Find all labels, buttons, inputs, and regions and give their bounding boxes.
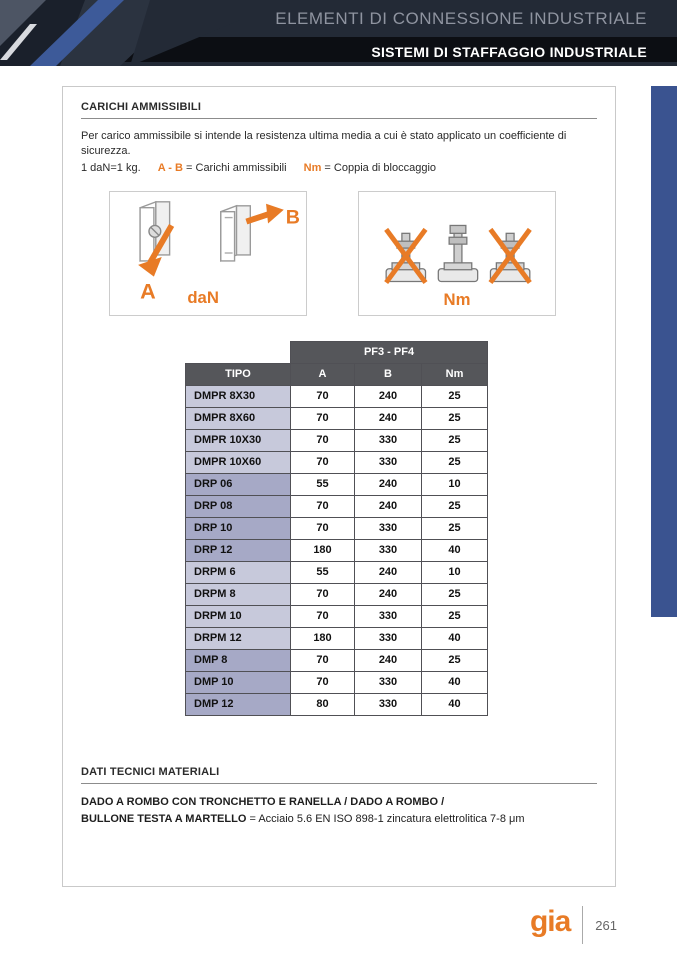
cell-nm: 25 bbox=[422, 495, 488, 517]
cell-nm: 10 bbox=[422, 473, 488, 495]
loads-paragraph: Per carico ammissibile si intende la resistenza ultima media a cui è stato applicato un coefficiente di sicurezza. bbox=[81, 130, 567, 158]
cell-b: 240 bbox=[355, 649, 422, 671]
cell-a: 70 bbox=[291, 605, 355, 627]
fasteners-illustration bbox=[359, 192, 555, 315]
col-header-a: A bbox=[291, 363, 355, 385]
cell-nm: 25 bbox=[422, 451, 488, 473]
cell-tipo: DMPR 8X60 bbox=[186, 407, 291, 429]
cell-a: 70 bbox=[291, 495, 355, 517]
cell-b: 330 bbox=[355, 429, 422, 451]
cell-b: 240 bbox=[355, 407, 422, 429]
cell-nm: 25 bbox=[422, 429, 488, 451]
cell-nm: 40 bbox=[422, 671, 488, 693]
cell-b: 330 bbox=[355, 627, 422, 649]
cell-nm: 25 bbox=[422, 583, 488, 605]
table-row bbox=[186, 407, 488, 429]
cell-b: 330 bbox=[355, 605, 422, 627]
loads-legend bbox=[81, 162, 597, 174]
cell-a: 55 bbox=[291, 561, 355, 583]
load-table bbox=[185, 341, 488, 716]
cell-tipo: DRP 08 bbox=[186, 495, 291, 517]
cell-nm: 40 bbox=[422, 693, 488, 715]
footer-divider bbox=[582, 906, 583, 944]
strut-channel-illustration bbox=[110, 192, 306, 315]
cell-tipo: DRP 10 bbox=[186, 517, 291, 539]
col-header-nm: Nm bbox=[422, 363, 488, 385]
cell-b: 330 bbox=[355, 671, 422, 693]
section-rule bbox=[81, 118, 597, 119]
cell-a: 180 bbox=[291, 539, 355, 561]
cell-a: 70 bbox=[291, 671, 355, 693]
cell-nm: 10 bbox=[422, 561, 488, 583]
cell-tipo: DRP 12 bbox=[186, 539, 291, 561]
figures-row bbox=[109, 191, 597, 316]
cell-a: 70 bbox=[291, 517, 355, 539]
cell-tipo: DMP 10 bbox=[186, 671, 291, 693]
figure-torque bbox=[358, 191, 556, 316]
page-footer bbox=[530, 906, 617, 944]
section-heading-carichi: CARICHI AMMISSIBILI bbox=[81, 101, 202, 113]
cell-nm: 40 bbox=[422, 627, 488, 649]
side-accent-bar bbox=[651, 86, 677, 617]
table-row bbox=[186, 671, 488, 693]
legend-nm: Nm bbox=[303, 161, 322, 174]
page-title: ELEMENTI DI CONNESSIONE INDUSTRIALE bbox=[275, 9, 647, 28]
materials-text bbox=[81, 794, 597, 828]
cell-tipo: DMPR 8X30 bbox=[186, 385, 291, 407]
cell-nm: 25 bbox=[422, 605, 488, 627]
table-span-header: PF3 - PF4 bbox=[291, 341, 488, 363]
legend-ab-desc: = Carichi ammissibili bbox=[186, 161, 287, 174]
cell-b: 240 bbox=[355, 495, 422, 517]
table-row bbox=[186, 561, 488, 583]
cell-a: 70 bbox=[291, 649, 355, 671]
cell-b: 240 bbox=[355, 385, 422, 407]
section-rule bbox=[81, 783, 597, 784]
content-box bbox=[62, 86, 616, 887]
cell-b: 330 bbox=[355, 693, 422, 715]
table-header-row bbox=[186, 363, 488, 385]
table-span-row bbox=[186, 341, 488, 363]
cell-tipo: DMPR 10X30 bbox=[186, 429, 291, 451]
cell-b: 240 bbox=[355, 561, 422, 583]
materials-normal-line2: = Acciaio 5.6 EN ISO 898-1 zincatura elettrolitica 7-8 μm bbox=[249, 812, 525, 825]
table-row bbox=[186, 649, 488, 671]
materials-bold-line1: DADO A ROMBO CON TRONCHETTO E RANELLA / DADO A ROMBO / bbox=[81, 795, 445, 808]
cell-tipo: DRPM 10 bbox=[186, 605, 291, 627]
cell-tipo: DMP 12 bbox=[186, 693, 291, 715]
figure-label-b: B bbox=[285, 206, 300, 229]
table-row bbox=[186, 605, 488, 627]
cell-nm: 25 bbox=[422, 517, 488, 539]
table-row bbox=[186, 627, 488, 649]
table-row bbox=[186, 693, 488, 715]
cell-b: 330 bbox=[355, 517, 422, 539]
col-header-b: B bbox=[355, 363, 422, 385]
legend-nm-desc: = Coppia di bloccaggio bbox=[324, 161, 437, 174]
table-row bbox=[186, 451, 488, 473]
cell-b: 330 bbox=[355, 539, 422, 561]
table-row bbox=[186, 385, 488, 407]
legend-prefix: 1 daN=1 kg. bbox=[81, 161, 141, 174]
table-row bbox=[186, 495, 488, 517]
page-subtitle: SISTEMI DI STAFFAGGIO INDUSTRIALE bbox=[371, 44, 647, 60]
table-row bbox=[186, 429, 488, 451]
table-row bbox=[186, 583, 488, 605]
cell-tipo: DRP 06 bbox=[186, 473, 291, 495]
cell-a: 70 bbox=[291, 407, 355, 429]
page-number: 261 bbox=[595, 917, 617, 933]
page-header bbox=[0, 0, 677, 66]
col-header-tipo: TIPO bbox=[186, 363, 291, 385]
table-body bbox=[186, 385, 488, 715]
load-arrow-b-icon bbox=[246, 204, 283, 224]
section-materials bbox=[81, 766, 597, 828]
cell-a: 70 bbox=[291, 583, 355, 605]
cell-nm: 25 bbox=[422, 407, 488, 429]
cell-tipo: DMP 8 bbox=[186, 649, 291, 671]
fastener-base-icon bbox=[438, 269, 477, 282]
section-heading-dati: DATI TECNICI MATERIALI bbox=[81, 765, 220, 778]
legend-ab: A - B bbox=[157, 161, 183, 174]
cell-a: 70 bbox=[291, 429, 355, 451]
cell-tipo: DRPM 12 bbox=[186, 627, 291, 649]
channel-strut-icon-2 bbox=[221, 206, 251, 261]
table-row bbox=[186, 517, 488, 539]
cell-tipo: DMPR 10X60 bbox=[186, 451, 291, 473]
cell-nm: 25 bbox=[422, 385, 488, 407]
table-row bbox=[186, 473, 488, 495]
cell-tipo: DRPM 6 bbox=[186, 561, 291, 583]
cell-nm: 25 bbox=[422, 649, 488, 671]
cell-b: 240 bbox=[355, 473, 422, 495]
brand-logo: gia bbox=[529, 905, 571, 938]
cell-a: 55 bbox=[291, 473, 355, 495]
materials-bold-line2: BULLONE TESTA A MARTELLO bbox=[81, 812, 247, 825]
header-geometric-decoration bbox=[0, 0, 240, 66]
cell-b: 330 bbox=[355, 451, 422, 473]
cell-a: 180 bbox=[291, 627, 355, 649]
cell-tipo: DRPM 8 bbox=[186, 583, 291, 605]
cell-b: 240 bbox=[355, 583, 422, 605]
table-row bbox=[186, 539, 488, 561]
figure-caption-nm: Nm bbox=[443, 289, 471, 309]
cell-nm: 40 bbox=[422, 539, 488, 561]
cell-a: 70 bbox=[291, 385, 355, 407]
figure-label-a: A bbox=[140, 278, 156, 304]
figure-load-directions bbox=[109, 191, 307, 316]
figure-caption-dan: daN bbox=[187, 287, 219, 307]
cell-a: 80 bbox=[291, 693, 355, 715]
cell-a: 70 bbox=[291, 451, 355, 473]
